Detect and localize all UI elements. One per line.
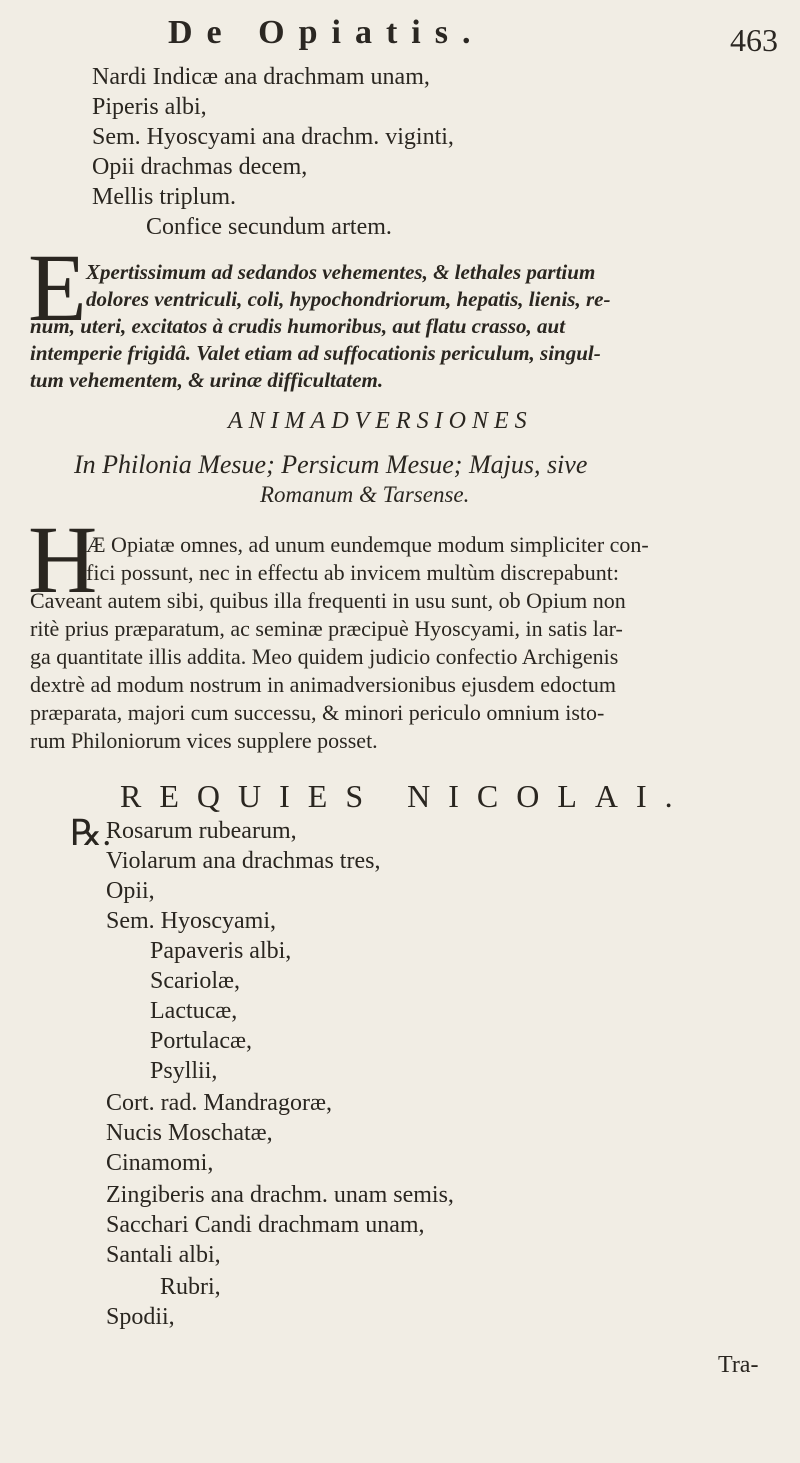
paragraph-line: Æ Opiatæ omnes, ad unum eundemque modum simpliciter con- [86, 532, 649, 557]
ingredient-line: Psyllii, [150, 1058, 218, 1084]
ingredient-line: Cort. rad. Mandragoræ, [106, 1090, 332, 1116]
page-number: 463 [730, 22, 778, 58]
ingredient-line: Opii, [106, 878, 155, 904]
ingredient-line: Cinamomi, [106, 1150, 214, 1176]
paragraph-line: num, uteri, excitatos à crudis humoribus, aut flatu crasso, aut [30, 314, 566, 338]
paragraph-line: Xpertissimum ad sedandos vehementes, & lethales partium [86, 260, 596, 284]
ingredient-line: Scariolæ, [150, 968, 240, 994]
recipe-line: Opii drachmas decem, [92, 154, 308, 180]
recipe-line: Nardi Indicæ ana drachmam unam, [92, 64, 430, 90]
paragraph-line: Caveant autem sibi, quibus illa frequenti in usu sunt, ob Opium non [30, 588, 626, 613]
ingredient-line: Spodii, [106, 1304, 175, 1330]
drop-cap: H [28, 506, 98, 613]
recipe-symbol: ℞. [70, 813, 112, 853]
paragraph-line: dextrè ad modum nostrum in animadversionibus ejusdem edoctum [30, 672, 616, 697]
recipe-line: Piperis albi, [92, 94, 207, 120]
paragraph-line: præparata, majori cum successu, & minori periculo omnium isto- [30, 700, 605, 725]
section-subheading: Romanum & Tarsense. [260, 482, 470, 507]
ingredient-line: Zingiberis ana drachm. unam semis, [106, 1182, 454, 1208]
recipe-heading: REQUIES NICOLAI. [120, 778, 691, 814]
ingredient-line: Lactucæ, [150, 998, 238, 1024]
catchword: Tra- [718, 1352, 759, 1378]
recipe-line: Sem. Hyoscyami ana drachm. viginti, [92, 124, 454, 150]
paragraph-line: ga quantitate illis addita. Meo quidem judicio confectio Archigenis [30, 644, 619, 669]
paragraph-line: ritè prius præparatum, ac seminæ præcipuè Hyoscyami, in satis lar- [30, 616, 623, 641]
paragraph-line: dolores ventriculi, coli, hypochondriorum, hepatis, lienis, re- [86, 287, 611, 311]
ingredient-line: Santali albi, [106, 1242, 221, 1268]
paragraph-line: tum vehementem, & urinæ difficultatem. [30, 368, 384, 392]
running-title: De Opiatis. [168, 14, 485, 51]
paragraph-line: fici possunt, nec in effectu ab invicem multùm discrepabunt: [86, 560, 619, 585]
ingredient-line: Papaveris albi, [150, 938, 292, 964]
section-subheading: In Philonia Mesue; Persicum Mesue; Majus, sive [74, 450, 588, 479]
ingredient-line: Rosarum rubearum, [106, 818, 297, 844]
ingredient-line: Rubri, [160, 1274, 221, 1300]
paragraph-line: rum Philoniorum vices supplere posset. [30, 728, 378, 753]
drop-cap: E [28, 234, 87, 341]
section-heading: ANIMADVERSIONES [228, 408, 533, 434]
ingredient-line: Sacchari Candi drachmam unam, [106, 1212, 425, 1238]
ingredient-line: Portulacæ, [150, 1028, 252, 1054]
ingredient-line: Violarum ana drachmas tres, [106, 848, 381, 874]
ingredient-line: Sem. Hyoscyami, [106, 908, 276, 934]
recipe-line: Confice secundum artem. [146, 214, 392, 240]
paragraph-line: intemperie frigidâ. Valet etiam ad suffocationis periculum, singul- [30, 341, 601, 365]
ingredient-line: Nucis Moschatæ, [106, 1120, 273, 1146]
recipe-line: Mellis triplum. [92, 184, 236, 210]
